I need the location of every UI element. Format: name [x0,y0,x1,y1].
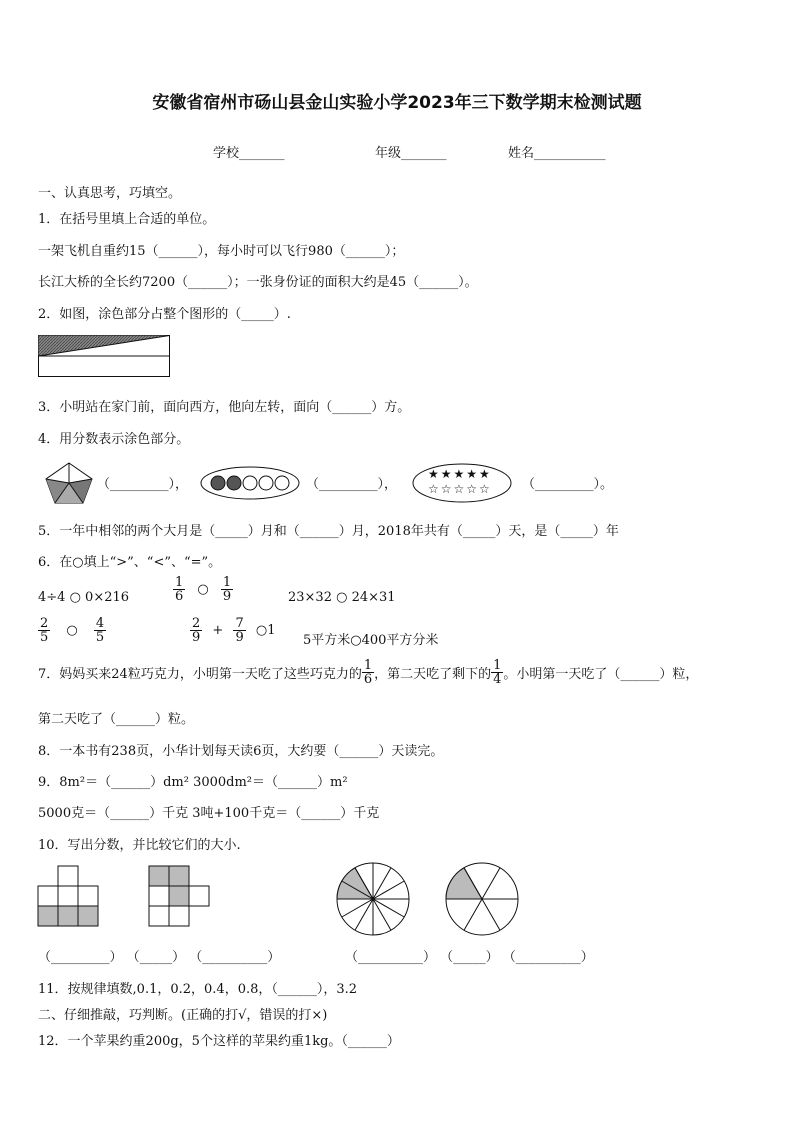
section-1-heading: 一、认真思考，巧填空。 [38,186,182,201]
section-2-heading: 二、仔细推敲，巧判断。(正确的打√，错误的打×) [38,1008,328,1023]
q1-line1: 一架飞机自重约15（______），每小时可以飞行980（______）； [38,244,405,259]
q10-stem: 10．写出分数，并比较它们的大小. [38,838,241,853]
q10-blanks-left[interactable]: （_________） （_____） （__________） [38,950,281,965]
q1-line2: 长江大桥的全长约7200（______）；一张身份证的面积大约是45（______）。 [38,275,478,290]
q6-compare-c: 23×32 ○ 24×31 [288,590,396,605]
filled-circle [227,476,241,490]
q5-stem: 5．一年中相邻的两个大月是（_____）月和（______）月，2018年共有（_____）天，是（_____）年 [38,524,619,539]
filled-stars: ★★★★★ [428,467,492,481]
q1-stem: 1．在括号里填上合适的单位。 [38,212,216,227]
q7-line2: 第二天吃了（______）粒。 [38,712,195,727]
grid-figure-1 [38,866,100,928]
filled-circle [211,476,225,490]
q9-line2: 5000克＝（______）千克 3吨+100千克＝（______）千克 [38,806,380,821]
pie-figure-1 [336,862,410,936]
grid-figure-2 [149,866,211,928]
q6-stem: 6．在○填上“>”、“<”、“=”。 [38,555,222,570]
q4-blank-3[interactable]: （_________）。 [522,477,614,492]
q8-stem: 8．一本书有238页，小华计划每天读6页，大约要（______）天读完。 [38,744,444,759]
empty-circle [275,476,289,490]
q7-stem: 7．妈妈买来24粒巧克力，小明第一天吃了这些巧克力的 $\frac{1}{6}$ ，第二天吃了剩下的 $\frac{1}{4}$ 。小明第一天吃了（______）粒， [38,658,699,687]
q12-stem: 12．一个苹果约重200g，5个这样的苹果约重1kg。（______） [38,1034,400,1049]
q9-line1: 9．8m²＝（______）dm² 3000dm²＝（______）m² [38,775,348,790]
page-title: 安徽省宿州市砀山县金山实验小学2023年三下数学期末检测试题 [152,93,642,113]
q6-compare-f: 5平方米○400平方分米 [303,633,439,648]
q10-blanks-right[interactable]: （__________） （_____） （__________） [345,950,594,965]
q6-compare-a: 4÷4 ○ 0×216 [38,590,130,605]
q2-figure [38,335,170,377]
empty-circle [259,476,273,490]
q6-compare-e: $\frac{2}{9}$ + $\frac{7}{9}$ ○1 [192,616,276,645]
pentagon-figure [45,462,93,504]
q2-stem: 2．如图，涂色部分占整个图形的（_____）. [38,307,291,322]
q6-compare-b: $\frac{1}{6}$ ○ $\frac{1}{9}$ [175,575,232,604]
school-field[interactable]: 学校_______ [213,146,285,161]
circles-figure [200,466,300,500]
pie-figure-2 [445,862,519,936]
grade-field[interactable]: 年级_______ [375,146,447,161]
q11-stem: 11．按规律填数,0.1，0.2，0.4，0.8，（______），3.2 [38,982,358,997]
empty-circle [243,476,257,490]
q4-blank-1[interactable]: （_________）， [97,477,189,492]
q6-compare-d: $\frac{2}{5}$ ○ $\frac{4}{5}$ [40,616,105,645]
q4-blank-2[interactable]: （_________）， [306,477,398,492]
q3-stem: 3．小明站在家门前，面向西方，他向左转，面向（______）方。 [38,400,411,415]
hollow-stars: ☆☆☆☆☆ [428,482,492,496]
name-field[interactable]: 姓名___________ [508,146,606,161]
q4-stem: 4．用分数表示涂色部分。 [38,432,190,447]
